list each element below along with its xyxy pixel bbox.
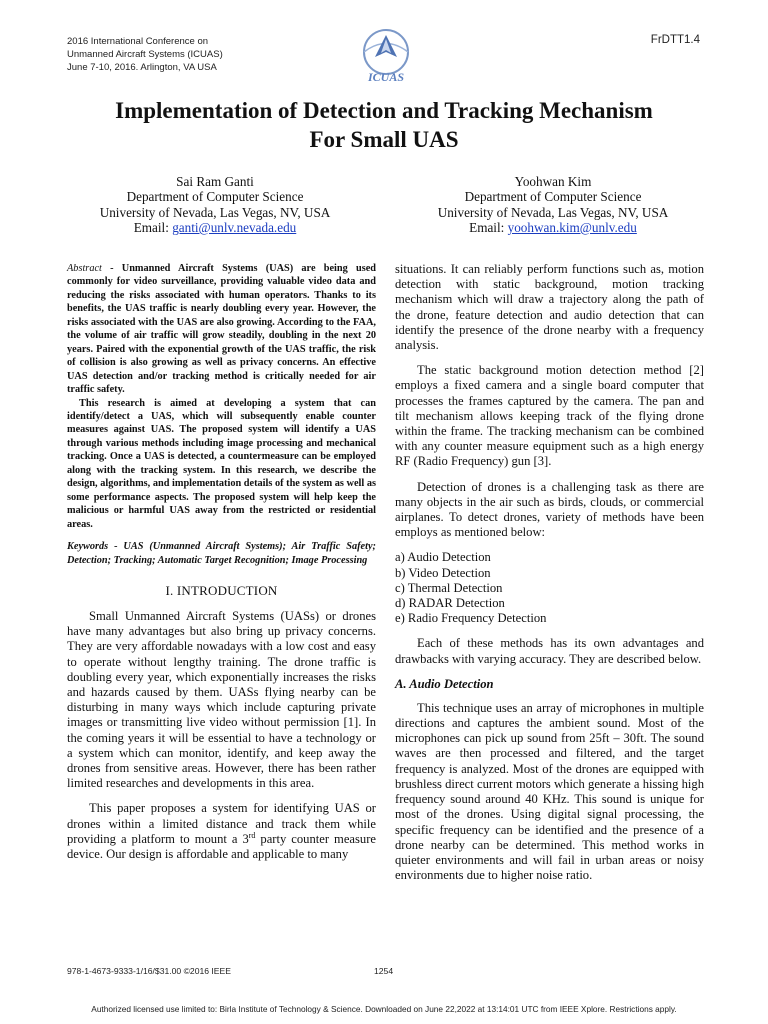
conference-line: June 7-10, 2016. Arlington, VA USA (67, 62, 217, 73)
section-heading: I. INTRODUCTION (165, 582, 278, 598)
text-run: party counter measure device. Our design is affordable and applicable to many (67, 831, 376, 862)
abstract-label: Abstract (67, 263, 102, 274)
author-email-line (403, 220, 703, 235)
body-paragraph: situations. It can reliably perform functions such as, motion detection with static background, motion tracking mechanism which will draw a trajectory along the path of the drone, feature detection and audio detection that can identify the presence of the drone nearby with a frequency analysis. (395, 262, 704, 353)
author-block (65, 174, 365, 235)
body-paragraph: The static background motion detection method [2] employs a fixed camera and a single board computer that processes the frames captured by the camera. The pan and tilt mechanism allows keeping track of the flying drone within the frame. The tracking mechanism can be combined with any counter measure equipment such as a high energy RF (Radio Frequency) gun [3]. (395, 363, 704, 469)
list-item: e) Radio Frequency Detection (395, 611, 547, 626)
isbn-line: 978-1-4673-9333-1/16/$31.00 ©2016 IEEE (67, 966, 232, 976)
icuas-logo (355, 27, 417, 85)
superscript: rd (248, 830, 256, 840)
conference-line: Unmanned Aircraft Systems (ICUAS) (67, 49, 223, 60)
email-label: Email: (469, 219, 508, 235)
author-department: Department of Computer Science (464, 189, 642, 205)
author-name: Sai Ram Ganti (176, 174, 254, 189)
title-line: For Small UAS (309, 127, 459, 152)
logo-text: ICUAS (367, 70, 405, 84)
license-notice: Authorized licensed use limited to: Birla Institute of Technology & Science. Downloaded on June 22,2022 at 13:14:01 UTC from IEEE Xplore. Restrictions apply. (91, 1004, 677, 1014)
conference-info (67, 35, 223, 74)
body-paragraph (67, 801, 376, 862)
author-name: Yoohwan Kim (514, 174, 592, 189)
email-link[interactable]: ganti@unlv.nevada.edu (172, 219, 297, 235)
body-paragraph: This technique uses an array of microphones in multiple directions and captures the ambient sound. Most of the microphones can pick up sound from 25ft – 30ft. The sound waves are then processed and filtered, and the target frequency is analyzed. Most of the drones are equipped with brushless direct current motors which generate a hissing high frequency sound around 40 KHz. This sound is unique for most of the drones. Using digital signal processing, the specific frequency can be identified and the presence of a drone nearby can be determined. This method works in quieter environments and will fail in urban areas or noisy environments due to higher noise ratio. (395, 700, 704, 883)
author-university: University of Nevada, Las Vegas, NV, USA (99, 204, 331, 220)
author-university: University of Nevada, Las Vegas, NV, USA (437, 204, 669, 220)
body-paragraph: Detection of drones is a challenging task as there are many objects in the air such as birds, clouds, or commercial airplanes. To detect drones, variety of methods have been employs as mentioned below: (395, 479, 704, 540)
author-block (403, 174, 703, 235)
method-list (395, 550, 704, 626)
page-number: 1254 (374, 966, 394, 976)
subsection-heading: A. Audio Detection (395, 676, 494, 691)
abstract-paragraph (67, 262, 376, 397)
paper-code: FrDTT1.4 (650, 34, 700, 46)
body-paragraph: Small Unmanned Aircraft Systems (UASs) or drones have many advantages but also bring up privacy concerns. They are very affordable nowadays with a low cost and easy to operate without lengthy training. The drone traffic is doubling every year, which exponentially increases the risks and hazards caused by them. UASs flying nearby can be disturbing in many ways which include capturing private images or transmitting live video without permission [1]. In the coming years it will be essential to have a technology or a system which can monitor, identify, and keep away the drones from sensitive areas. However, there has been rather limited researches and developments in this area. (67, 608, 376, 791)
abstract-text: - Unmanned Aircraft Systems (UAS) are being used commonly for video surveillance, providing valuable video data and reducing the risks associated with human operators. Thanks to its benefits, the UAS traffic is nearly doubling every year. However, the risks associated with the UAS are also growing. According to the FAA, the volume of air traffic will grow steadily, doubling in the next 20 years. Paired with the exponential growth of the UAS traffic, the risk of collision is also growing as well as privacy concerns. An effective UAS detection and/or tracking method is critically needed for air traffic safety. (67, 263, 376, 396)
author-email-line (65, 220, 365, 235)
abstract-paragraph: This research is aimed at developing a system that can identify/detect a UAS, which will subsequently enable counter measures against UAS. The proposed system will identify a UAS through various methods including image processing and mechanical tracking. Once a UAS is detected, a countermeasure can be employed along with the tracking system. In this research, we describe the design, algorithms, and implementation details of the system as well as some performance aspects. The proposed system will help keep the malicious or harmful UAS away from the restricted or residential areas. (67, 397, 376, 530)
title-line: Implementation of Detection and Tracking Mechanism (115, 98, 653, 123)
list-item: b) Video Detection (395, 565, 491, 580)
list-item: d) RADAR Detection (395, 596, 505, 611)
right-column (395, 262, 704, 893)
introduction-body (67, 609, 376, 862)
paper-title (40, 96, 728, 154)
email-link[interactable]: yoohwan.kim@unlv.edu (507, 219, 637, 235)
abstract (67, 262, 376, 531)
list-item: c) Thermal Detection (395, 580, 503, 595)
left-column (67, 262, 376, 872)
email-label: Email: (133, 219, 173, 235)
list-item: a) Audio Detection (395, 550, 491, 565)
logo-icon (364, 30, 408, 74)
keywords: Keywords - UAS (Unmanned Aircraft Systems); Air Traffic Safety; Detection; Tracking; Automatic Target Recognition; Image Processing (67, 541, 376, 566)
author-department: Department of Computer Science (126, 189, 304, 205)
conference-line: 2016 International Conference on (67, 36, 209, 47)
body-paragraph: Each of these methods has its own advantages and drawbacks with varying accuracy. They are described below. (395, 636, 704, 666)
text-run: This paper proposes a system for identifying UAS or drones within a limited distance and track them while providing a platform to mount a 3 (67, 801, 376, 846)
